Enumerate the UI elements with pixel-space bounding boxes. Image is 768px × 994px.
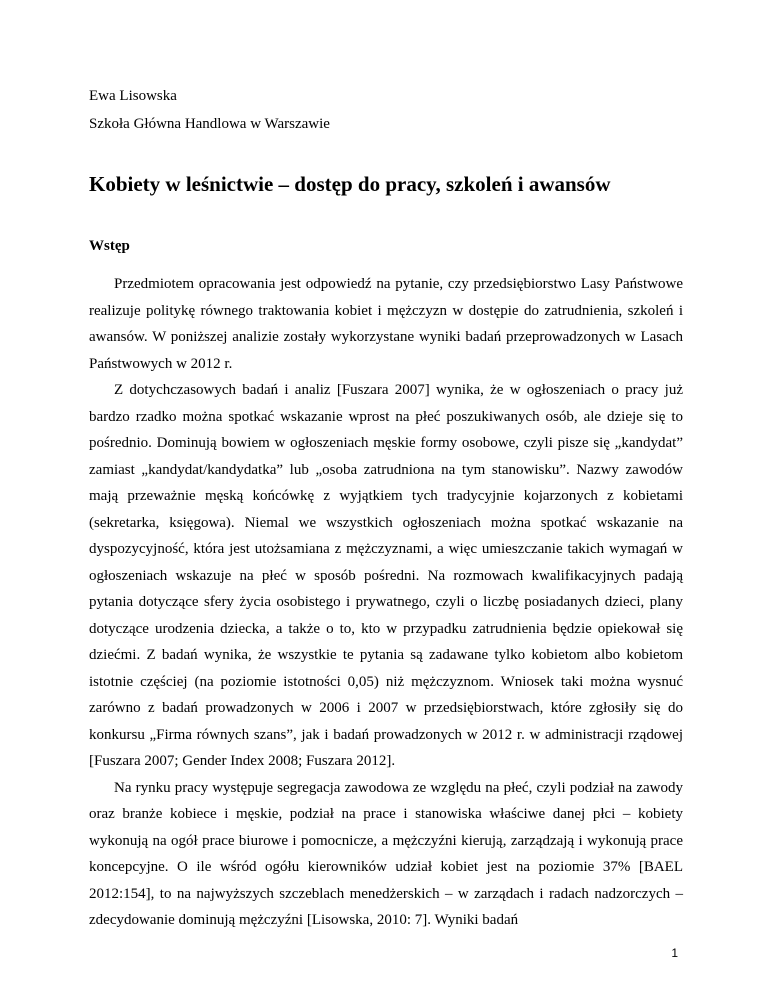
paragraph: Na rynku pracy występuje segregacja zawodowa ze względu na płeć, czyli podział na zawody oraz branże kobiece i męskie, podział na prace i stanowiska właściwe danej płci – kobiety wykonują na ogół prace biurowe i pomocnicze, a mężczyźni kierują, zarządzają i wykonują prace koncepcyjne. O ile wśród ogółu kierowników udział kobiet jest na poziomie 37% [BAEL 2012:154], to na najwyższych szczeblach menedżerskich – w zarządach i radach nadzorczych – zdecydowanie dominują mężczyźni [Lisowska, 2010: 7]. Wyniki badań bbox=[89, 779, 683, 928]
page-number: 1 bbox=[671, 946, 678, 960]
author-name: Ewa Lisowska bbox=[89, 88, 177, 104]
section-heading: Wstęp bbox=[89, 238, 130, 254]
author-affiliation: Szkoła Główna Handlowa w Warszawie bbox=[89, 116, 330, 132]
paragraph: Z dotychczasowych badań i analiz [Fuszara 2007] wynika, że w ogłoszeniach o pracy już bardzo rzadko można spotkać wskazanie wprost na płeć poszukiwanych osób, ale dzieje się to pośrednio. Dominują bowiem w ogłoszeniach męskie formy osobowe, czyli pisze się „kandydat” zamiast „kandydat/kandydatka” lub „osoba zatrudniona na tym stanowisku”. Nazwy zawodów mają przeważnie męską końcówkę z wyjątkiem tych tradycyjnie kojarzonych z kobietami (sekretarka, księgowa). Niemal we wszystkich ogłoszeniach można spotkać wskazanie na dyspozycyjność, która jest utożsamiana z mężczyznami, a więc umieszczanie takich wymagań w ogłoszeniach wskazuje na płeć w sposób pośredni. Na rozmowach kwalifikacyjnych padają pytania dotyczące sfery życia osobistego i prywatnego, czyli o liczbę posiadanych dzieci, plany dotyczące urodzenia dziecka, a także o to, kto w przypadku zatrudnienia będzie opiekował się dziećmi. Z badań wynika, że wszystkie te pytania są zadawane tylko kobietom albo kobietom istotnie częściej (na poziomie istotności 0,05) niż mężczyznom. Wniosek taki można wysnuć zarówno z badań prowadzonych w 2006 i 2007 w przedsiębiorstwach, które zgłosiły się do konkursu „Firma równych szans”, jak i badań prowadzonych w 2012 r. w administracji rządowej [Fuszara 2007; Gender Index 2008; Fuszara 2012]. bbox=[89, 382, 683, 769]
document-title: Kobiety w leśnictwie – dostęp do pracy, szkoleń i awansów bbox=[89, 172, 611, 196]
body-text bbox=[89, 271, 683, 934]
paragraph: Przedmiotem opracowania jest odpowiedź na pytanie, czy przedsiębiorstwo Lasy Państwowe realizuje politykę równego traktowania kobiet i mężczyzn w dostępie do zatrudnienia, szkoleń i awansów. W poniższej analizie zostały wykorzystane wyniki badań przeprowadzonych w Lasach Państwowych w 2012 r. bbox=[89, 276, 683, 372]
